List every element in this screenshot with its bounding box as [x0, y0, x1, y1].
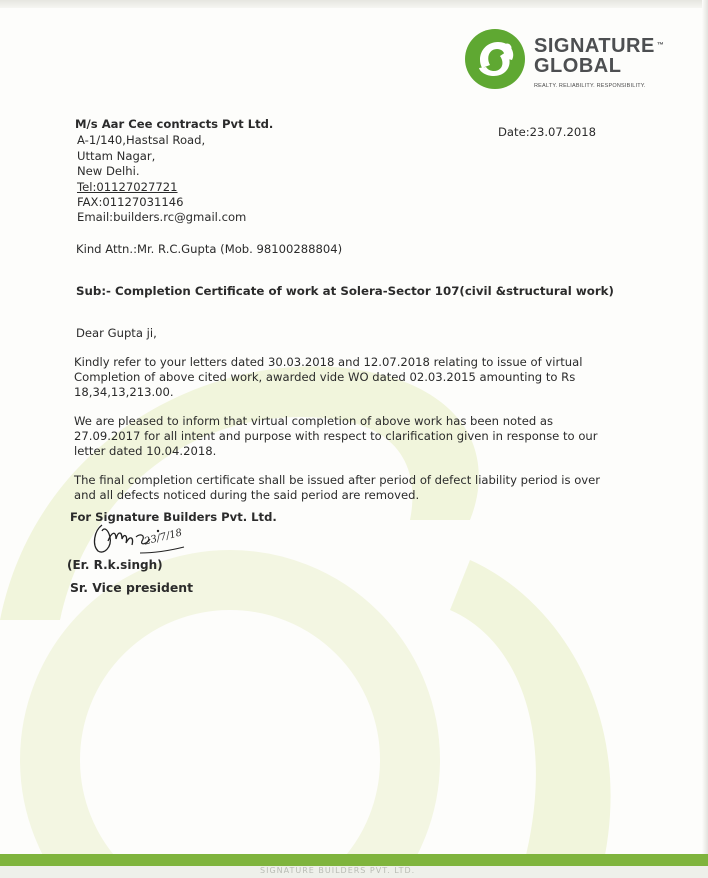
- paragraph-1-line-3: 18,34,13,213.00.: [74, 385, 174, 399]
- address-line-1: A-1/140,Hastsal Road,: [77, 133, 206, 147]
- subject-line: Sub:- Completion Certificate of work at Solera-Sector 107(civil &structural work): [76, 284, 614, 298]
- paragraph-2-line-1: We are pleased to inform that virtual completion of above work has been noted as: [74, 414, 554, 428]
- addressee-name: M/s Aar Cee contracts Pvt Ltd.: [75, 117, 274, 131]
- telephone: Tel:01127027721: [77, 180, 178, 194]
- paragraph-1-line-1: Kindly refer to your letters dated 30.03.2018 and 12.07.2018 relating to issue of virtual: [74, 355, 583, 369]
- signature-global-s-logo-icon: [462, 28, 530, 90]
- paragraph-3-line-1: The final completion certificate shall be issued after period of defect liability period is over: [74, 473, 601, 487]
- letter-date: Date:23.07.2018: [498, 125, 596, 139]
- salutation: Dear Gupta ji,: [76, 326, 157, 340]
- signatory-name: (Er. R.k.singh): [67, 558, 163, 572]
- footer-band: [0, 854, 708, 866]
- address-line-2: Uttam Nagar,: [77, 149, 156, 163]
- signoff-company: For Signature Builders Pvt. Ltd.: [70, 510, 277, 524]
- handwritten-date: 23/7/18: [143, 527, 184, 548]
- scan-right-edge: [702, 0, 708, 878]
- paragraph-2-line-3: letter dated 10.04.2018.: [74, 444, 217, 458]
- email: Email:builders.rc@gmail.com: [77, 210, 247, 224]
- footer-text: SIGNATURE BUILDERS PVT. LTD.: [260, 866, 416, 875]
- logo-tagline: REALTY. RELIABILITY. RESPONSIBILITY.: [534, 83, 646, 89]
- logo-brand-name: SIGNATURE ™ GLOBAL: [534, 35, 665, 77]
- paragraph-2-line-2: 27.09.2017 for all intent and purpose with respect to clarification given in response to our: [74, 429, 598, 443]
- signatory-designation: Sr. Vice president: [70, 580, 193, 595]
- kind-attention: Kind Attn.:Mr. R.C.Gupta (Mob. 98100288804): [76, 242, 343, 256]
- company-logo: [462, 26, 682, 96]
- paragraph-1-line-2: Completion of above cited work, awarded vide WO dated 02.03.2015 amounting to Rs: [74, 370, 576, 384]
- scan-top-edge: [0, 0, 708, 8]
- paragraph-3-line-2: and all defects noticed during the said period are removed.: [74, 488, 420, 502]
- fax: FAX:01127031146: [77, 195, 184, 209]
- address-line-3: New Delhi.: [77, 164, 140, 178]
